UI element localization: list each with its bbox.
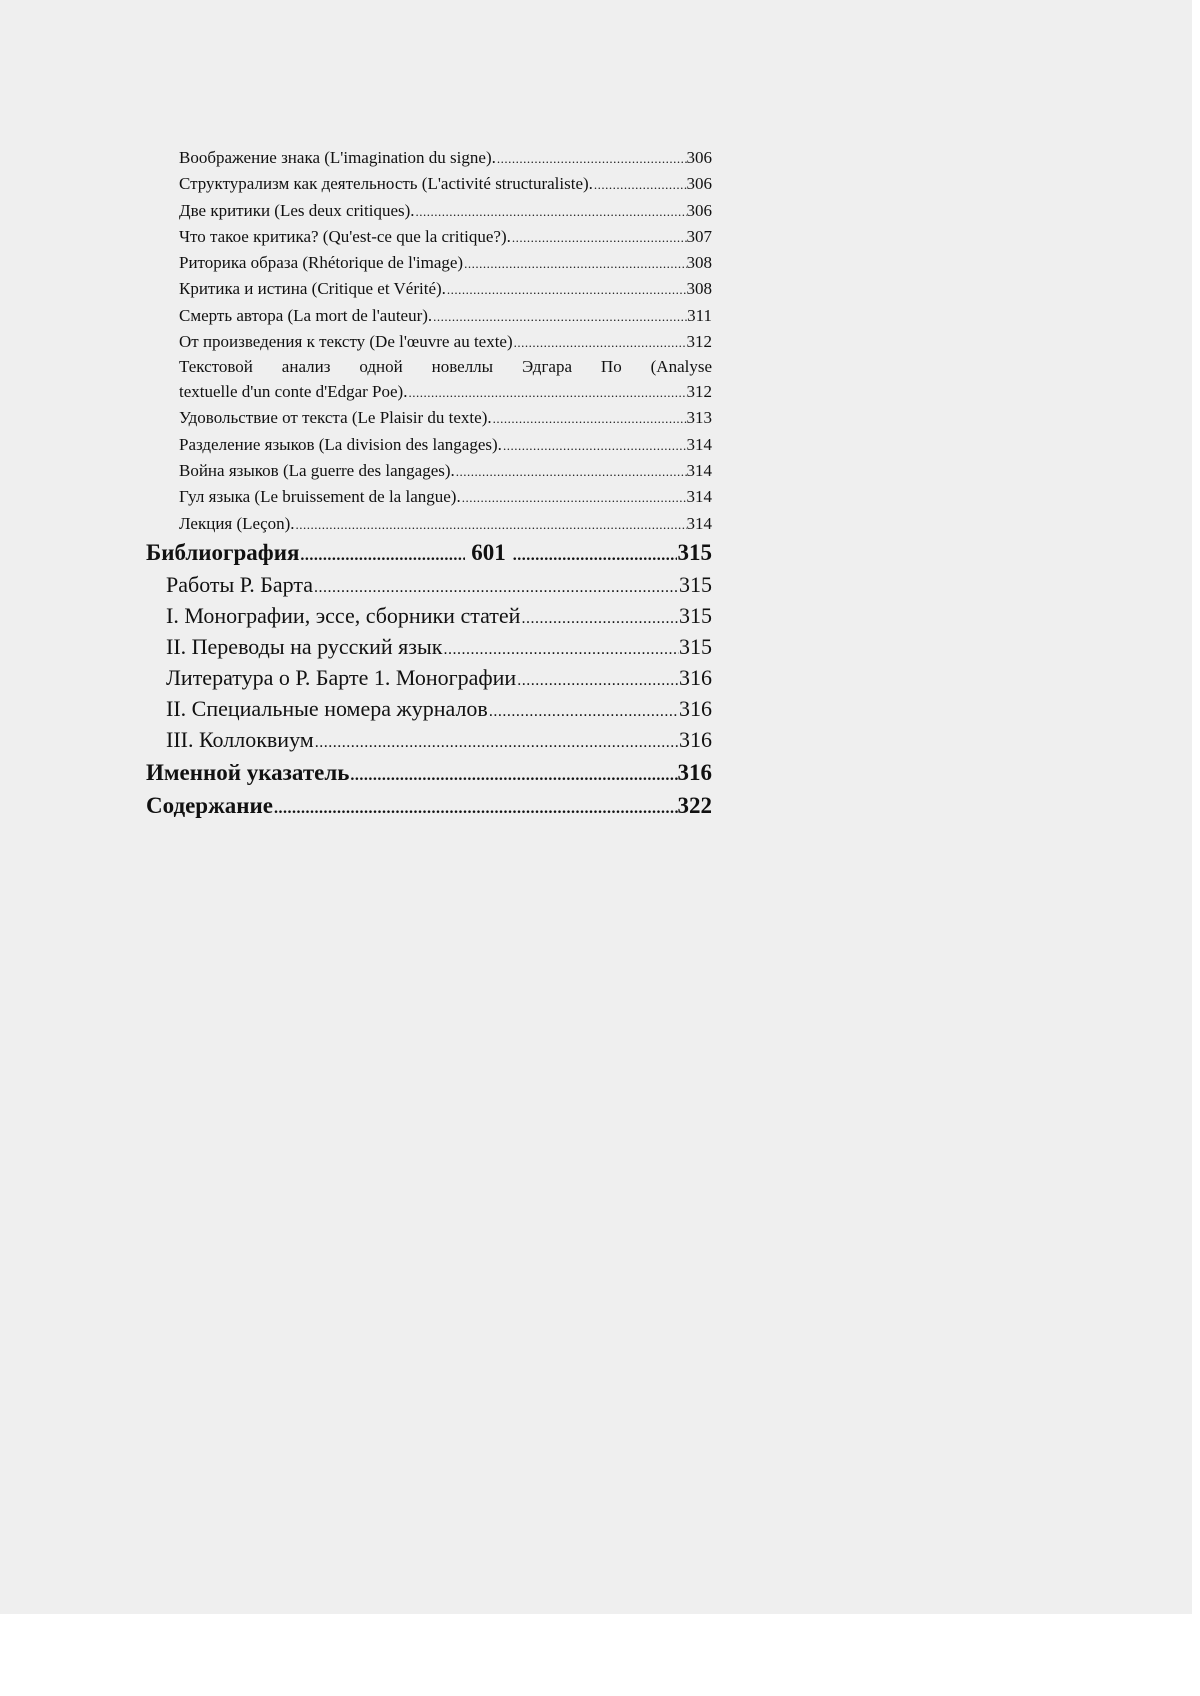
- toc-leader-dots: [488, 698, 679, 726]
- toc-entry: [179, 224, 712, 250]
- toc-entry-label-line1: Текстовой анализ одной новеллы Эдгара По (Analyse: [179, 357, 712, 377]
- toc-subentry: [166, 695, 712, 726]
- toc-page-number: 316: [679, 664, 712, 690]
- toc-entry: [179, 303, 712, 329]
- toc-leader-dots: [461, 485, 687, 510]
- toc-entry: [179, 458, 712, 484]
- toc-entry-label: II. Специальные номера журналов: [166, 695, 488, 721]
- toc-entry-label: Разделение языков (La division des langages).: [179, 434, 502, 454]
- toc-leader-dots: [513, 330, 687, 355]
- toc-leader-dots: [313, 574, 679, 602]
- toc-entry-label: Война языков (La guerre des langages).: [179, 460, 455, 480]
- toc-leader-dots: [295, 512, 687, 537]
- toc-entry: [179, 329, 712, 355]
- toc-page-number: 306: [686, 200, 712, 220]
- toc-entry-label: От произведения к тексту (De l'œuvre au texte): [179, 332, 513, 352]
- toc-entry-label: Лекция (Leçon).: [179, 513, 295, 533]
- toc-page-number: 306: [686, 148, 712, 167]
- toc-page-number: 314: [686, 434, 712, 454]
- toc-entry: [179, 145, 712, 171]
- toc-leader-dots: [407, 381, 686, 406]
- toc-leader-dots: [314, 729, 679, 757]
- toc-entry-label: Литература о Р. Барте 1. Монографии: [166, 664, 517, 690]
- toc-entry: [179, 484, 712, 510]
- toc-mid-number: 601: [471, 539, 506, 565]
- toc-subentry: [166, 602, 712, 633]
- toc-leader-dots: [349, 761, 677, 791]
- toc-leader-dots: [463, 251, 686, 276]
- toc-page-number: 307: [686, 226, 712, 246]
- toc-heading-bibliography: [146, 538, 712, 571]
- toc-entry: [179, 198, 712, 224]
- toc-entry-label: Работы Р. Барта: [166, 571, 314, 597]
- toc-entry-label: Смерть автора (La mort de l'auteur).: [179, 305, 433, 325]
- toc-subentry: [166, 633, 712, 664]
- toc-entry-label: Что такое критика? (Qu'est-ce que la critique?).: [179, 226, 511, 246]
- toc-page-number: 312: [686, 381, 712, 401]
- toc-entry-label: Критика и истина (Critique et Vérité).: [179, 279, 446, 299]
- toc-entry-label: Структурализм как деятельность (L'activité structuraliste).: [179, 174, 593, 194]
- toc-subentry: [166, 726, 712, 757]
- toc-heading-label: Содержание: [146, 792, 273, 818]
- toc-page-number: 315: [679, 571, 712, 597]
- toc-leader-dots: [455, 459, 687, 484]
- toc-heading-index: [146, 758, 712, 791]
- toc-page-number: 315: [679, 633, 712, 659]
- toc-entry-label: I. Монографии, эссе, сборники статей: [166, 602, 521, 628]
- toc-leader-dots: [299, 541, 465, 571]
- toc-entry: [179, 276, 712, 302]
- toc-leader-dots: [415, 199, 687, 224]
- toc-page-number: 315: [677, 539, 712, 565]
- toc-heading-label: Библиография: [146, 539, 300, 565]
- toc-entry-label: Риторика образа (Rhétorique de l'image): [179, 253, 464, 273]
- toc-entry: [179, 432, 712, 458]
- toc-entry: [179, 171, 712, 197]
- toc-entry: [179, 511, 712, 537]
- toc-leader-dots: [502, 433, 687, 458]
- toc-leader-dots: [512, 541, 678, 571]
- toc-subentry: [166, 571, 712, 602]
- toc-leader-dots: [593, 172, 687, 197]
- toc-page-number: 306: [686, 174, 712, 194]
- toc-entry-label-line2: textuelle d'un conte d'Edgar Poe).: [179, 381, 408, 401]
- toc-entry-wrapped: [179, 355, 712, 405]
- toc-page-number: 311: [687, 305, 712, 325]
- toc-leader-dots: [446, 277, 687, 302]
- toc-subentry: [166, 664, 712, 695]
- toc-leader-dots: [496, 146, 687, 171]
- toc-heading-label: Именной указатель: [146, 759, 350, 785]
- toc-page-number: 308: [686, 253, 712, 273]
- toc-page-number: 316: [679, 726, 712, 752]
- toc-leader-dots: [492, 406, 687, 431]
- toc-page-number: 315: [679, 602, 712, 628]
- toc-entry-line2: [179, 380, 712, 406]
- toc-page-number: 314: [686, 487, 712, 507]
- toc-entry-label: Гул языка (Le bruissement de la langue).: [179, 487, 461, 507]
- toc-page-number: 313: [686, 408, 712, 428]
- toc-page-number: 316: [677, 759, 712, 785]
- toc-page-number: 314: [686, 460, 712, 480]
- toc-leader-dots: [511, 225, 687, 250]
- toc-page-number: 322: [677, 792, 712, 818]
- toc-entry: [179, 405, 712, 431]
- toc-page-number: 316: [679, 695, 712, 721]
- toc-entry: [179, 250, 712, 276]
- toc-leader-dots: [442, 636, 679, 664]
- toc-entry-label: Воображение знака (L'imagination du signe).: [179, 148, 496, 167]
- table-of-contents: [146, 145, 712, 824]
- toc-leader-dots: [273, 794, 678, 824]
- toc-leader-dots: [516, 667, 679, 695]
- toc-page-number: 314: [686, 513, 712, 533]
- toc-leader-dots: [432, 304, 687, 329]
- toc-heading-contents: [146, 791, 712, 824]
- toc-page-number: 312: [686, 332, 712, 352]
- toc-entry-label: III. Коллоквиум: [166, 726, 314, 752]
- toc-page-number: 308: [686, 279, 712, 299]
- toc-entry-label: Удовольствие от текста (Le Plaisir du texte).: [179, 408, 492, 428]
- toc-leader-dots: [520, 605, 679, 633]
- toc-entry-label: II. Переводы на русский язык: [166, 633, 443, 659]
- toc-entry-label: Две критики (Les deux critiques).: [179, 200, 415, 220]
